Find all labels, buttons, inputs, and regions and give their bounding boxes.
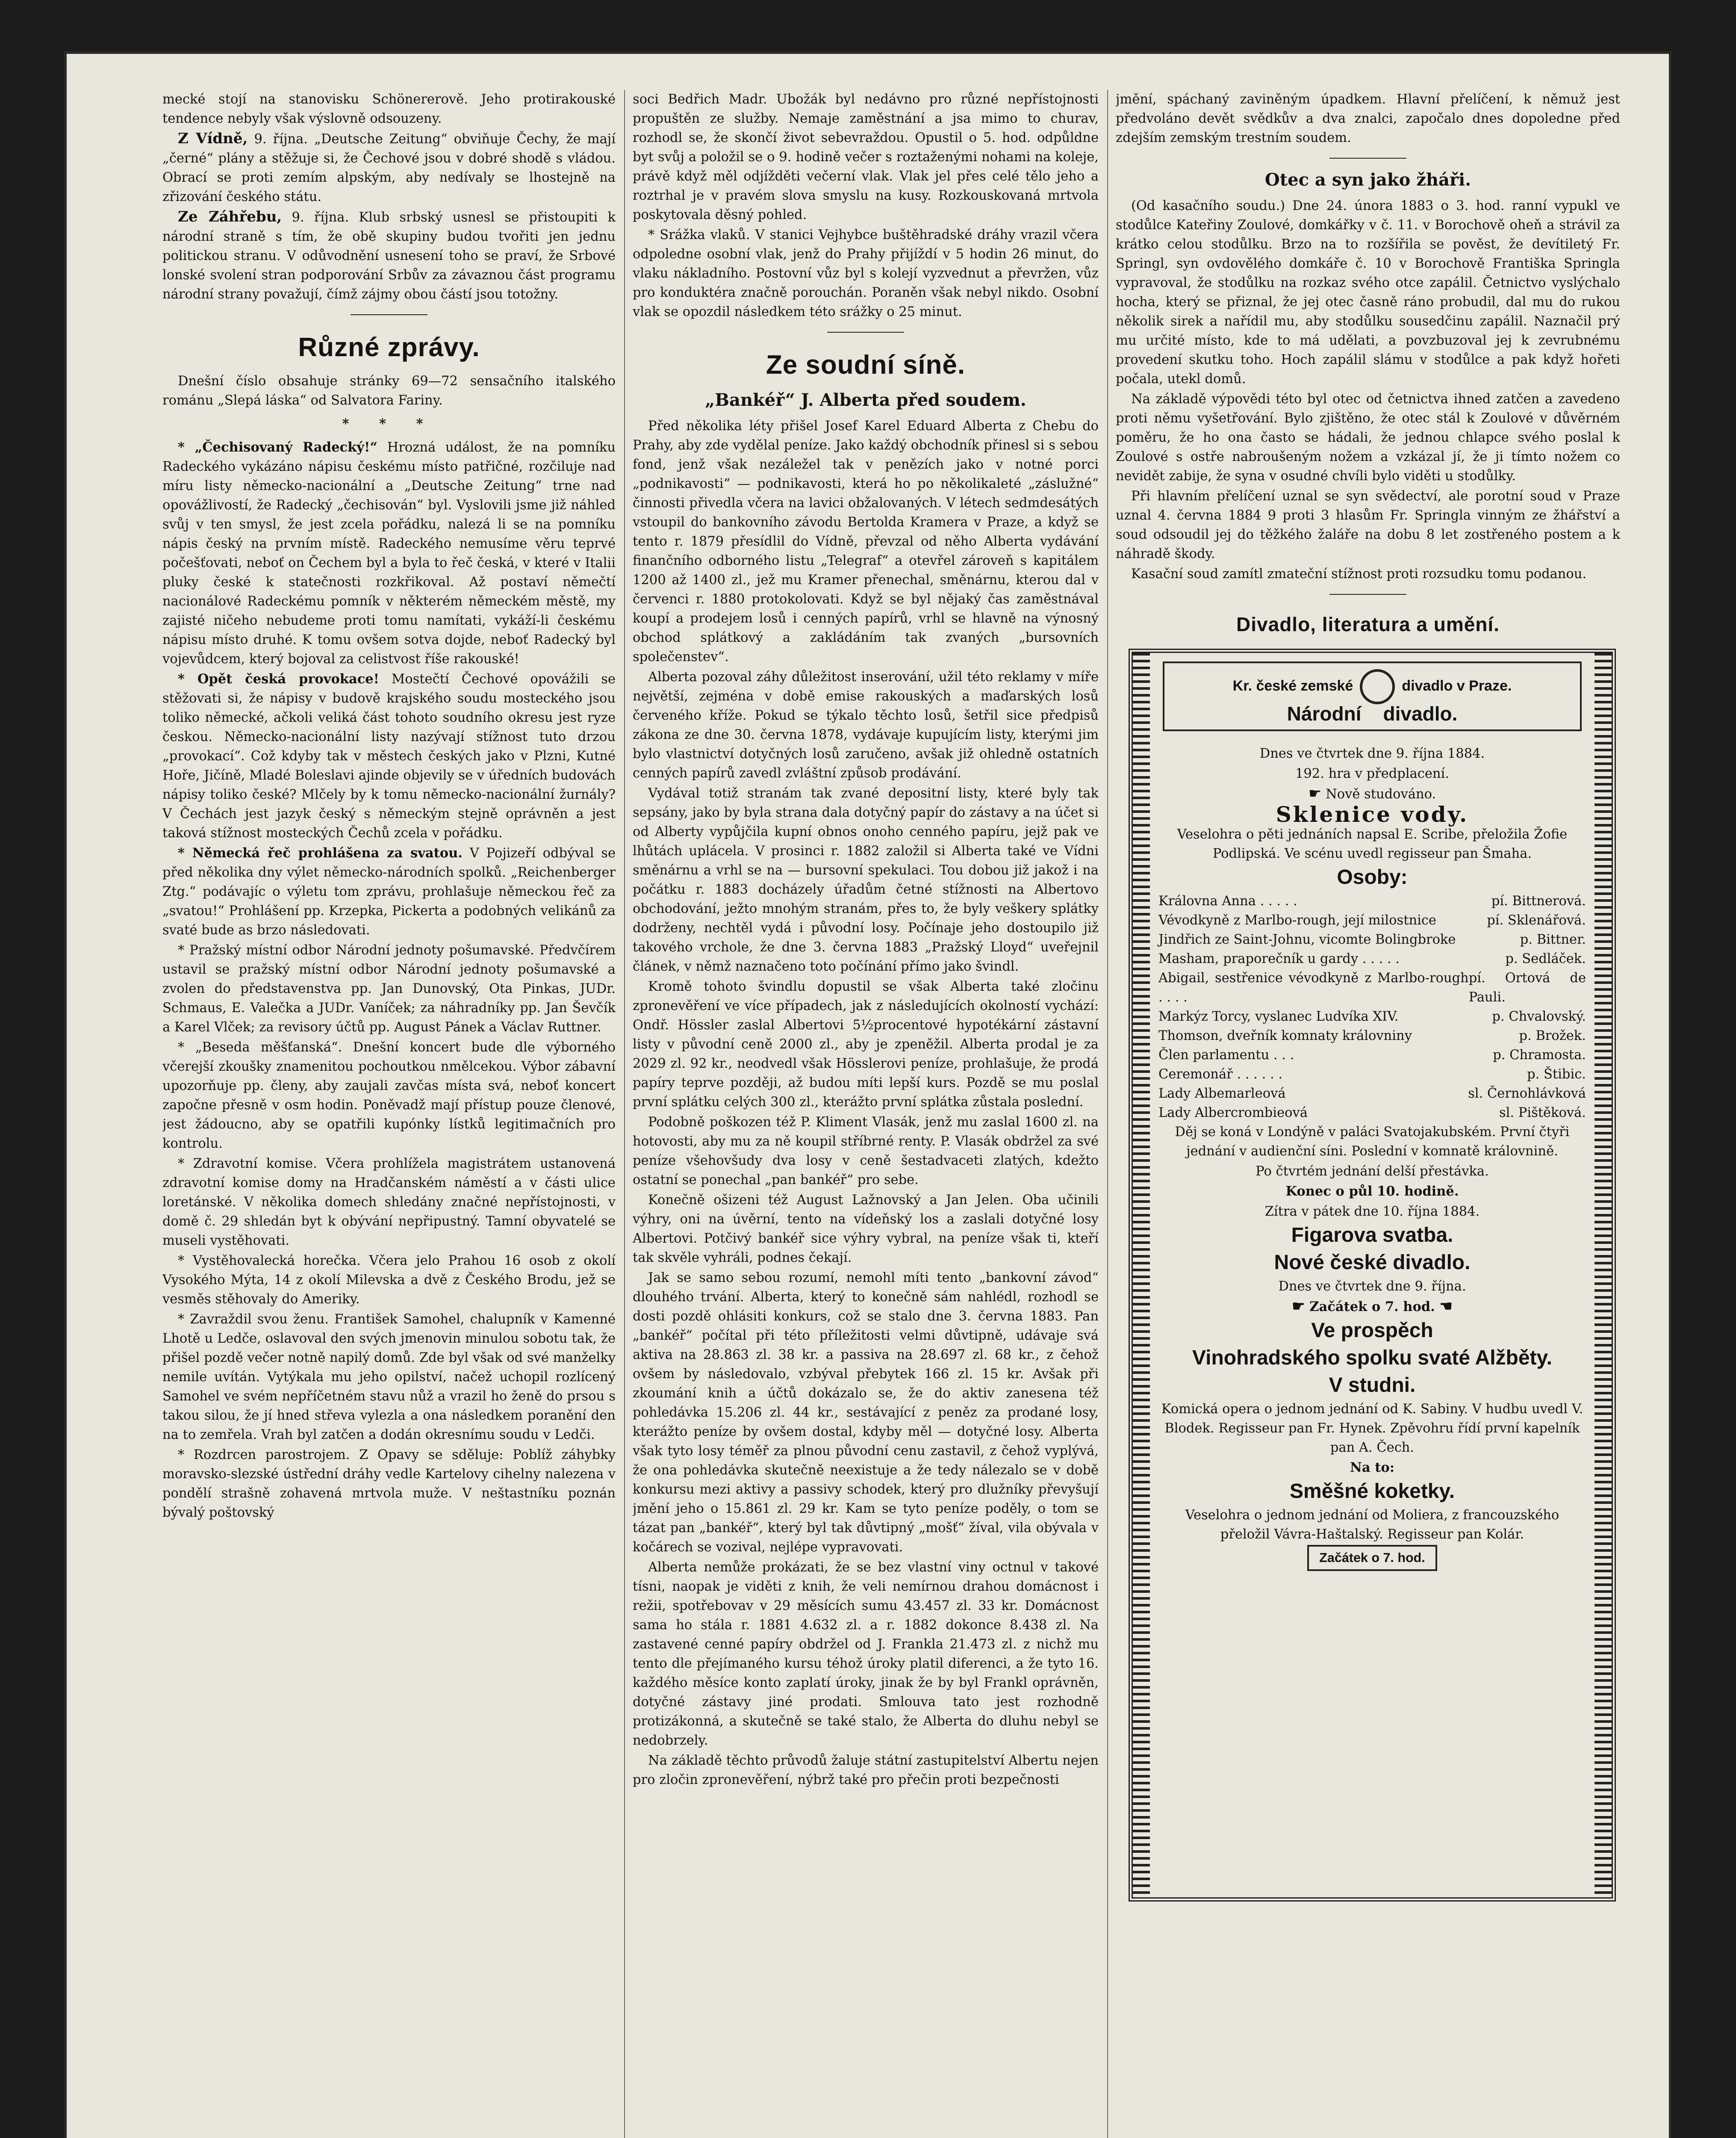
paragraph: mecké stojí na stanovisku Schönererově. Jeho protirakouské tendence nebyly však výslovně odsouzeny. — [162, 92, 616, 126]
note: ☛ Nově studováno. — [1308, 785, 1436, 802]
theatre-banner: Kr. české zemské divadlo v Praze. Národní divadlo. — [1163, 661, 1582, 731]
section-heading: Ze soudní síně. — [766, 350, 966, 380]
paragraph: Při hlavním přelíčení uznal se syn svědectví, ale porotní soud v Praze uznal 4. června 1884 9 proti 3 hlasům Fr. Springla vinným ze žhářství a soud odsoudil jej do těžkého žaláře na dobu 8 let zostřeného postem a k náhradě škody. — [1116, 489, 1620, 561]
paragraph: Alberta pozoval záhy důležitost inserování, užil této reklamy v míře největší, zejména v době emise rakouských a maďarských losů červeného kříže. Pokud se týkalo těchto losů, šetřil sice předpisů zákona ze dne 30. června 1878, vydávaje kupujícím listy, kterými jim bylo vlastnictví dotyčných losů zaručeno, avšak již ohledně ostatních cenných papírů zavedl zvláštní způsob prodávání. — [633, 670, 1099, 781]
paragraph: (Od kasačního soudu.) Dne 24. února 1883 o 3. hod. ranní vypukl ve stodůlce Kateřiny Zoulové, domkářky v č. 11. v Borochově oheň a strávil za krátko celou stodůlku. Brzo na to rozšířila se pověst, že devítiletý Fr. Springl, syn ovdovělého domkáře č. 10 v Borochově Františka Springla vypravoval, že stodůlku na rozkaz svého otce zapálil. Četnictvo vyslýchalo hocha, který se přiznal, že jej otec časně ráno probudil, dal mu do rukou několik sirek a nařídil mu, aby stodůlku sousedčinu zapálil. Naznačil prý mu určité místo, kde to má udělati, a povzbuzoval jej k zevrubnému provedení skutku toho. Hoch zapálil slámu v stodůlce a pak když hořeti počala, utekl domů. — [1116, 198, 1620, 387]
cast-row: Markýz Torcy, vyslanec Ludvíka XIV. p. Chvalovský. — [1158, 1009, 1586, 1024]
end-time: Konec o půl 10. hodině. — [1285, 1184, 1459, 1199]
cast-row: Thomson, dveřník komnaty královniny p. Brožek. — [1158, 1028, 1586, 1043]
paragraph: Na základě výpovědi této byl otec od četnictva ihned zatčen a zavedeno proti němu vyšetřování. Bylo zjištěno, že otec stál k Zoulové v důvěrném poměru, že ho ona často se hádali, že jednou chlapce svého poslal k Zoulové s ostře nabroušeným nožem a vzkázal jí, že ji tímto nožem co nevidět zabije, že syna v osudné chvíli bylo viděti u stodůlky. — [1116, 392, 1620, 484]
news-item: * Zavraždil svou ženu. František Samohel, chalupník v Kamenné Lhotě u Ledče, oslavoval den svých jmenovin minulou sobotu tak, že přišel pozdě večer notně napilý domů. Zde byl však od své manželky nemile uvítán. Vytýkala mu jeho opilství, načež uchopil rozlícený Samohel ve svém nepříčetném stavu nůž a vrazil ho ženě do prsou s takou silou, že jí hned střeva vylezla a ona následkem poranění den na to zemřela. Vrah byl zatčen a dodán okresnímu soudu v Ledči. — [162, 1312, 616, 1442]
cast-row: Jindřich ze Saint-Johnu, vicomte Bolingbroke p. Bittner. — [1158, 932, 1586, 947]
column-divider — [624, 90, 625, 2138]
news-item: * Pražský místní odbor Národní jednoty pošumavské. Předvčírem ustavil se pražský místní odbor Národní jednoty pošumavské a zvolen do představenstva pp. Jan Dunovský, Ota Pinkas, JUDr. Schmaus, E. Valečka a JUDr. Vaníček; za náhradníky pp. Jan Ševčík a Karel Vlček; za revisory účtů pp. August Pánek a Václav Ruttner. — [162, 943, 616, 1035]
paragraph: Před několika léty přišel Josef Karel Eduard Alberta z Chebu do Prahy, aby zde vydělal peníze. Jako každý obchodník přinesl si s sebou fond, jenž však nezáležel tak v penězích jako v notné porci „podnikavosti“ — podnikavosti, která ho po několikaleté „záslužné“ činnosti přivedla včera na lavici obžalovaných. V létech sedmdesátých vstoupil do bankovního závodu Bertolda Kramera v Praze, a když se tento r. 1879 přesídlil do Vídně, převzal od něho Alberta vydávání finančního odborného listu „Telegraf“ a otevřel zároveň s kapitálem 1200 až 1400 zl., jež mu Kramer přenechal, směnárnu, kterou dal v červenci r. 1880 protokolovati. Když se byl nějaký čas zaměstnával koupí a prodejem losů i cenných papírů, vrhl se hlavně na výnosný obchod splátkový a zakládáním tak zvaných „bursovních společenstev“. — [633, 419, 1099, 664]
paragraph: Kromě tohoto švindlu dopustil se však Alberta také zločinu zpronevěření ve více případech, jak z následujících okolností vychází: Ondř. Hössler zaslal Albertovi 5½procentové hypotékární zástavní listy v původní ceně 2000 zl., aby je zpeněžil. Alberta prodal je za 2029 zl. 92 kr., neodvedl však Hösslerovi peníze, prohlašuje, že prodá papíry teprve později, až budou míti lepší kurs. Pozdě se mu poslal první splátku celých 300 zl., kterážto první splátka zůstala poslední. — [633, 979, 1099, 1110]
pointing-hand-icon: ☛ — [1292, 1298, 1305, 1315]
paragraph: Konečně ošizeni též August Lažnovský a Jan Jelen. Oba učinili výhry, oni na úvěrní, tento na vídeňský los a zaslali dotyčné losy Albertovi. Potčivý bankéř sice výhry vybral, na peníze však ti, kteří tak skvěle vyhráli, podnes čekají. — [633, 1193, 1099, 1265]
news-item-zagreb: Ze Záhřebu, 9. října. Klub srbský usnesl se přistoupiti k národní straně s tím, že obě skupiny budou tvořiti jen jednu politickou stranu. V odůvodnění usnesení toho se praví, že Srbové lonské svolení stran podporování Srbův za závaznou část programu národní strany považují, čímž zájmy obou částí jsou totožny. — [162, 208, 616, 302]
pointing-hand-icon: ☚ — [1439, 1298, 1453, 1315]
cast-row: Abigail, sestřenice vévodkyně z Marlbo-rough . . . . pí. Ortová de Pauli. — [1158, 971, 1586, 1005]
paragraph: jmění, spáchaný zaviněným úpadkem. Hlavní přelíčení, k němuž jest předvoláno devět svědkův a dva znalci, započalo dnes dopoledne před zdejším zemským trestním soudem. — [1116, 92, 1620, 145]
performance-number: 192. hra v předplacení. — [1295, 766, 1449, 781]
crest-icon — [1360, 669, 1395, 704]
paragraph: Alberta nemůže prokázati, že se bez vlastní viny octnul v takové tísni, naopak je viděti z knih, že veli nemírnou drahou domácnost i režii, spotřebovav v 29 měsících sumu 43.457 zl. 33 kr. Domácnost sama ho stála r. 1881 4.632 zl. a r. 1882 dokonce 8.438 zl. Na zastavené cenné papíry obdržel od J. Frankla 21.473 zl. z nichž mu tento dle přejímaného kursu téhož úroky platil diferenci, a že tyto 16. každého měsíce konto zaplatí úroky, jinak že by byl Frankl oprávněn, dotyčné zástavy jiné prodati. Smlouva tato jest rozhodně protizákonná, a skutečně se také stalo, že Alberta do dluhu nebyl se nedobrzely. — [633, 1560, 1099, 1748]
cast-row: Vévodkyně z Marlbo-rough, její milostnice pí. Sklenářová. — [1158, 913, 1586, 928]
divider — [827, 332, 904, 333]
column-divider — [1107, 90, 1108, 2138]
news-item: * Srážka vlaků. V stanici Vejhybce buštěhradské dráhy vrazil včera odpoledne osobní vlak, jenž do Prahy přijíždí v 5 hodin 26 minut, do vlaku nákladního. Postovní vůz byl s kolejí vyzvednut a převržen, vůz pro konduktéra značně porouchán. Poraněn však nebyl nikdo. Osobní vlak se opozdil následkem této srážky o 25 minut. — [633, 227, 1099, 319]
news-item: * Opět česká provokace! Mostečtí Čechové opovážili se stěžovati si, že nápisy v budově krajského soudu mosteckého jsou toliko německé, ačkoli veliká část tohoto soudního okresu jest ryze českou. Německo-nacionální listy nazývají stížnost tuto drzou „provokací“. Což kdyby tak v městech českých jako v Plzni, Kutné Hoře, Jičíně, Mladé Boleslavi ajinde objevily se v úředních budovách nápisy toliko české? Mlčely by k tomu německo-nacionální žurnály? V Čechách jest jazyk český s německým stejně oprávněn a jest taková stížnost mosteckých Čechů zcela v pořádku. — [162, 671, 616, 841]
benefit-line: Ve prospěch — [1311, 1319, 1433, 1342]
column-3 — [1116, 90, 1620, 1902]
cast-row: Královna Anna . . . . . pí. Bittnerová. — [1158, 894, 1586, 909]
intermission-note: Po čtvrtém jednání delší přestávka. — [1256, 1164, 1489, 1179]
pointing-hand-icon: ☛ — [1308, 785, 1322, 802]
paragraph: Kasační soud zamítl zmateční stížnost proti rozsudku tomu podanou. — [1131, 567, 1587, 582]
news-item: * Zdravotní komise. Včera prohlížela magistrátem ustanovená zdravotní komise domy na Hradčanském náměstí a v části ulice loretánské. V několika domech shledány značné nepřístojnosti, v domě č. 29 shledán byt k obývání nepřipustný. Tamní obyvatelé se museli vystěhovati. — [162, 1156, 616, 1248]
divider — [1329, 158, 1406, 159]
cast-row: Ceremonář . . . . . . p. Štibic. — [1158, 1067, 1586, 1082]
play-title: Směšné koketky. — [1290, 1480, 1455, 1503]
date-line: Dnes ve čtvrtek dne 9. října. — [1278, 1279, 1466, 1294]
play-description: Veselohra o pěti jednáních napsal E. Scribe, přeložila Žofie Podlipská. Ve scénu uvedl regisseur pan Šmaha. — [1177, 827, 1568, 861]
start-time: ☛ Začátek o 7. hod. ☚ — [1292, 1298, 1453, 1315]
paragraph: Dnešní číslo obsahuje stránky 69—72 sensačního italského románu „Slepá láska“ od Salvatora Fariny. — [162, 374, 616, 408]
divider — [1329, 594, 1406, 595]
section-heading: Divadlo, literatura a umění. — [1236, 613, 1500, 635]
date-line: Dnes ve čtvrtek dne 9. října 1884. — [1259, 746, 1485, 761]
news-item: * „Beseda měšťanská“. Dnešní koncert bude dle výborného včerejší zkoušky znamenitou pochoutkou nmělcekou. Výbor zábavní upozorňuje pp. členy, aby zaujali zavčas místa svá, neboť koncert započne přesně v osm hodin. Poněvadž mají přístup pouze členové, jest žádoucno, aby se opatřili kupónky lístků legitimačních pro kontrolu. — [162, 1040, 616, 1151]
date-line: Zítra v pátek dne 10. října 1884. — [1264, 1204, 1480, 1219]
play-title: V studni. — [1329, 1374, 1416, 1397]
news-item-vienna: Z Vídně, 9. října. „Deutsche Zeitung“ obviňuje Čechy, že mají „černé“ plány a stěžuje si, že Čechové jsou v dobré shodě s vládou. Obrací se proti zemím alpským, aby nedívaly se lhostejně na zřizování českého státu. — [162, 130, 616, 204]
news-item: * Rozdrcen parostrojem. Z Opavy se sděluje: Poblíž záhybky moravsko-slezské ústřední dráhy vedle Kartelovy cihelny nalezena v pondělí strašně zohavená mrtvola muže. V neštastníku poznán bývalý poštovský — [162, 1447, 616, 1520]
article-heading: Otec a syn jako žháři. — [1264, 170, 1471, 190]
section-heading: Různé zprávy. — [298, 333, 480, 362]
cast-row: Masham, praporečník u gardy . . . . . p. Sedláček. — [1158, 951, 1586, 966]
column-2 — [633, 90, 1099, 1790]
theatre-announcement — [1129, 649, 1616, 1902]
separator-stars: * * * — [342, 416, 436, 431]
play-title: Figarova svatba. — [1291, 1224, 1453, 1246]
paragraph: Podobně poškozen též P. Kliment Vlasák, jenž mu zaslal 1600 zl. na hotovosti, aby mu za ně koupil stříbrné renty. P. Vlasák obdržel za své peníze všehovšudy dva losy v ceně šestadvaceti zlatých, kdežto ostatní se ponechal „pan bankéř“ pro sebe. — [633, 1115, 1099, 1187]
cast-row: Lady Albercrombieová sl. Pištěková. — [1158, 1105, 1586, 1120]
news-item: * Vystěhovalecká horečka. Včera jelo Prahou 16 osob z okolí Vysokého Mýta, 14 z okolí Milevska a dvě z Českého Brodu, jež se vesměs stěhovaly do Ameriky. — [162, 1253, 616, 1307]
play-description: Komická opera o jednom jednání od K. Sabiny. V hudbu uvedl V. Blodek. Regisseur pan Fr. Hynek. Zpěvohru řídí první kapelník pan A. Čech. — [1161, 1402, 1583, 1455]
cast-row: Lady Albemarleová sl. Černohlávková — [1158, 1086, 1586, 1101]
benefit-line: Vinohradského spolku svaté Alžběty. — [1192, 1347, 1552, 1369]
paragraph: soci Bedřich Madr. Ubožák byl nedávno pro různé nepřístojnosti propuštěn ze služby. Nemaje zaměstnání a jsa mimo to churav, rozhodl se, že skončí život sebevraždou. Opustil o 5. hod. odpůldne byt svůj a položil se o 9. hodině večer s roztaženými nohami na koleje, právě když měl odjížděti večerní vlak. Vlak jel přes celé tělo jeho a roztrhal je v pravém slova smyslu na kusy. Rozkouskovaná mrtvola poskytovala děsný pohled. — [633, 92, 1099, 222]
start-time: Začátek o 7. hod. — [1158, 1545, 1586, 1571]
paragraph: Vydával totiž stranám tak zvané depositní listy, které byly tak sepsány, jako by byla strana dala dotyčný papír do zástavy a na účet si od Alberty vypůjčila kupní obnos onoho cenného papíru, jejž pak ve lhůtách uplácela. V prosinci r. 1882 založil si Alberta také ve Vídni směnárnu a vrhl se na — bursovní spekulaci. Tou dobou již jakož i na počátku r. 1883 docházely úřadům četné stížnosti na Albertovo obchodování, ježto mnohým stranám, přes to, že byly veškery splátky dodrženy, nechtěl vydá i původní losy. Počínaje jeho dostoupilo již takového vrchole, že dne 3. června 1883 „Pražský Lloyd“ uveřejnil článek, v němž naznačeno toto počínání přímo jako švindl. — [633, 786, 1099, 974]
paragraph: Jak se samo sebou rozumí, nemohl míti tento „bankovní závod“ dlouhého trvání. Alberta, který to konečně sám nahlédl, rozhodl se dosti pozdě ohlásiti konkurs, což se stalo dne 3. června 1883. Pan „bankéř“ počítal při této příležitosti velmi důvtipně, udávaje svá aktiva na 28.863 zl. 38 kr. a passiva na 28.697 zl. 68 kr., z čehož ovšem by následovalo, vzbýval přebytek 166 zl. 15 kr. Avšak při zkoumání knih a účtů dokázalo se, že do aktiv zanesena též pohledávka 15.206 zl. 44 kr., sestávající z peněz za prodané losy, kterážto peníze by ovšem dostal, kdyby měl — dotyčné losy. Alberta však tyto losy téměř za plnou původní cenu zastavil, z čehož vyplývá, že ona pohledávka skutečně neexistuje a že tedy nálezalo se v době konkursu mezi aktivy a passivy schodek, který pro dlužníky převyšují jmění jeho o 15.861 zl. 29 kr. Kam se tyto peníze poděly, o tom se tázat pan „bankéř“, který byl tak důvtipný „mošť“ žíval, vila obývala v kočárech se vozival, nejlépe vypravovati. — [633, 1270, 1099, 1555]
column-1 — [162, 90, 616, 1523]
paragraph: Na základě těchto průvodů žaluje státní zastupitelství Albertu nejen pro zločin zpronevěření, nýbrž také pro přečin proti bezpečnosti — [633, 1753, 1099, 1787]
newspaper-page — [64, 51, 1671, 2138]
article-heading: „Bankéř“ J. Alberta před soudem. — [705, 390, 1026, 410]
news-item: * „Čechisovaný Radecký!“ Hrozná událost, že na pomníku Radeckého vykázáno nápisu českému místo patřičné, rozčiluje nad míru listy německo-nacionální a „Deutsche Zeitung“ trne nad opovážlivostí, že Radecký „čechisován“ byl. Vyslovili jsme již náhled svůj v ten smysl, že jest zcela pořádku, nalezá li se na pomníku nápis český na prvním místě. Radeckého nemusíme věru teprvé počešťovati, neboť on Čechem byl a byla to řeč česká, v které v Italii pluky české k statečnosti rozkřikoval. Až postaví němečtí nacionálové Radeckému pomník v některém německém městě, my zajisté ničeho nebudeme proti tomu namítati, vykáží-li českému nápisu místo druhé. K tomu ovšem sotva dojde, neboť Radecký byl vojevůdcem, který bojoval za celistvost říše rakouské! — [162, 440, 616, 667]
theatre-name: Nové české divadlo. — [1274, 1251, 1471, 1274]
play-description: Veselohra o jednom jednání od Moliera, z francouzského přeložil Vávra-Haštalský. Regisseur pan Kolár. — [1185, 1508, 1559, 1542]
then-label: Na to: — [1350, 1460, 1394, 1475]
cast-heading: Osoby: — [1337, 866, 1408, 889]
news-item: * Německá řeč prohlášena za svatou. V Pojizeří odbýval se před několika dny výlet německo-národních spolků. „Reichenberger Ztg.“ podávajíc o výletu tom zprávu, prohlašuje německou řeč za „svatou!“ Prohlášení pp. Krzepka, Pickerta a podobných velikánů za svaté bude as brzo následovati. — [162, 845, 616, 938]
divider — [351, 314, 427, 315]
setting-note: Děj se koná v Londýně v paláci Svatojakubském. První čtyři jednání v audienční síni. Poslední v komnatě královnině. — [1175, 1125, 1570, 1159]
cast-row: Člen parlamentu . . . p. Chramosta. — [1158, 1048, 1586, 1063]
play-title: Sklenice vody. — [1276, 802, 1469, 827]
